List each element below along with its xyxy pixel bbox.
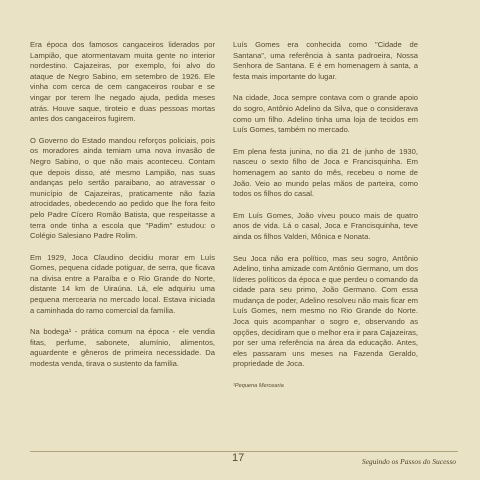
paragraph: Seu Joca não era político, mas seu sogro, Antônio Adelino, tinha amizade com Antônio Germano, um dos líderes políticos da época e que perdeu o comando da cidade para seu primo, João Germano. Com essa mudança de poder, Adelino resolveu não mais ficar em Luís Gomes, nem mesmo no Rio Grande do Norte. Joca quis acompanhar o sogro e, observando as opções, decidiram que o melhor era ir para Cajazeiras, por ser uma referência na área da educação. Antes, eles passaram uns meses na Fazenda Geraldo, propriedade de Joca.: [233, 253, 418, 369]
page-number: 17: [232, 452, 245, 464]
running-title: Seguindo os Passos do Sucesso: [361, 457, 456, 466]
paragraph: Em 1929, Joca Claudino decidiu morar em Luís Gomes, pequena cidade potiguar, de serra, que ficava na divisa entre a Paraíba e o Rio Grande do Norte, distante 14 km de Uiraúna. Lá, ele adquiriu uma pequena mercearia no mercado local. Estava iniciada a caminhada do ramo comercial da família.: [30, 252, 215, 315]
paragraph: Em Luís Gomes, João viveu pouco mais de quatro anos de vida. Lá o casal, Joca e Francisquinha, teve ainda os filhos Valderi, Mônica e Nonata.: [233, 210, 418, 241]
right-column: [233, 40, 418, 403]
footnote: ¹Pequena Mercearia: [233, 383, 284, 390]
left-column: [30, 40, 215, 381]
paragraph: Na bodega¹ - prática comum na época - ele vendia fitas, perfume, sabonete, alumínio, alimentos, aguardente e gêneros de primeira necessidade. Da modesta venda, tirava o sustento da família.: [30, 327, 215, 369]
paragraph: O Governo do Estado mandou reforços policiais, pois os moradores ainda temiam uma nova invasão de Negro Sabino, o que não mais aconteceu. Contam que depois disso, até mesmo Lampião, nas suas andanças pelo sertão paraibano, ao atravessar o município de Cajazeiras, praticamente não fazia atrocidades, obedecendo ao pedido que lhe fora feito pelo Padre Cícero Romão Batista, que respeitasse a terra onde tinha a escola que "Padim" estudou: o Colégio Salesiano Padre Rolim.: [30, 135, 215, 241]
paragraph: Em plena festa junina, no dia 21 de junho de 1930, nasceu o sexto filho de Joca e Francisquinha. Em homenagem ao santo do mês, recebeu o nome de João. Veio ao mundo pelas mãos de parteira, como todos os filhos do casal.: [233, 146, 418, 199]
paragraph: Na cidade, Joca sempre contava com o grande apoio do sogro, Antônio Adelino da Silva, que o considerava como um filho. Adelino tinha uma loja de tecidos em Luís Gomes, também no mercado.: [233, 93, 418, 135]
paragraph: Luís Gomes era conhecida como "Cidade de Santana", uma referência à santa padroeira, Nossa Senhora de Santana. E é em homenagem à santa, a festa mais importante do lugar.: [233, 40, 418, 81]
paragraph: Era época dos famosos cangaceiros liderados por Lampião, que atormentavam muita gente no interior nordestino. Cajazeiras, por exemplo, foi alvo do ataque de Negro Sabino, em setembro de 1926. Ele vinha com cerca de cem cangaceiros roubar e se vingar por terem lhe negado ajuda, pedida meses atrás. Houve saque, tiroteio e duas pessoas mortas antes dos cangaceiros fugirem.: [30, 40, 215, 124]
